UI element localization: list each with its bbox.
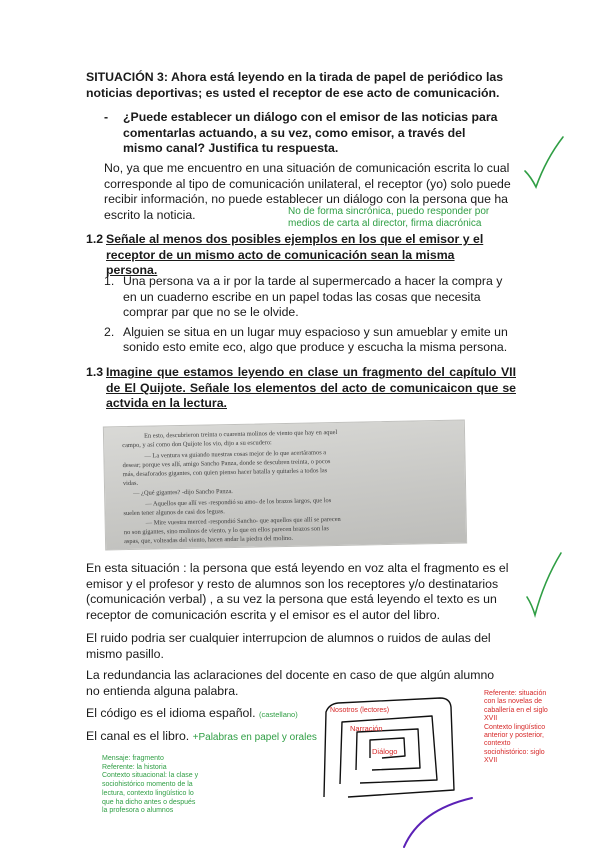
scan-line: más, desaforados gigantes, con quien pienso hacer batalla y quitarles a todos las xyxy=(122,467,328,479)
question-bullet: - xyxy=(104,110,109,124)
section-1-2-number: 1.2 xyxy=(86,232,104,246)
green-checkmark-icon xyxy=(524,549,564,619)
annotation-line: con las novelas de xyxy=(484,698,542,706)
annotation-line: contexto xyxy=(484,740,511,748)
scan-line: En esto, descubrieron treinta o cuarenta molinos de viento que hay en aquel xyxy=(143,428,338,440)
annotation-line: Referente: la historia xyxy=(102,763,167,771)
annotation-line: Referente: situación xyxy=(484,690,547,697)
answer-canal xyxy=(86,729,317,746)
scan-line: — ¿Qué gigantes? -dijo Sancho Panza. xyxy=(133,488,233,497)
teacher-note-sincronica: No de forma sincrónica, puedo responder por medios de carta al director, firma diacrónica xyxy=(288,206,490,229)
answer-para-redundancia: La redundancia las aclaraciones del docente en caso de que algún alumno no entienda alguna palabra. xyxy=(86,668,495,698)
scan-line: — Aquellos que allí ves -respondió su amo- de los brazos largos, que los xyxy=(145,497,332,508)
annotation-line: la profesora o alumnos xyxy=(102,807,174,815)
annotation-line: XVII xyxy=(484,757,498,765)
purple-pen-stroke-icon xyxy=(400,792,480,848)
answer-para-ruido: El ruido podria ser cualquier interrupcion de alumnos o ruidos de aulas del mismo pasillo. xyxy=(86,631,491,661)
section-1-3-heading: Imagine que estamos leyendo en clase un fragmento del capítulo VII de El Quijote. Señale los elementos del acto de comunicaicon que se actvida en la lectura. xyxy=(106,365,516,411)
list-item-number: 2. xyxy=(104,324,115,339)
label-narracion: Narración xyxy=(350,724,383,733)
examples-list xyxy=(104,274,516,356)
green-checkmark-icon xyxy=(522,133,566,193)
scan-line: suelen tener algunos de casi dos leguas. xyxy=(123,508,225,518)
annotation-line: sociohistórico momento de la xyxy=(102,781,193,789)
annotation-line: sociohistórico: siglo xyxy=(484,748,545,756)
label-dialogo: Diálogo xyxy=(372,747,398,756)
scan-line: — Mire vuestra merced -respondió Sancho- que aquellos que allí se parecen xyxy=(145,515,341,527)
scan-line: vidas. xyxy=(122,479,139,488)
situation-3-question: ¿Puede establecer un diálogo con el emisor de las noticias para comentarlas actuando, a su vez, como emisor, a través del mismo canal? Justifica tu respuesta. xyxy=(123,110,498,156)
canal-note: +Palabras en papel y orales xyxy=(192,732,317,743)
annotation-line: que ha dicho antes o después xyxy=(102,798,196,806)
scan-line: aspas, que, volteadas del viento, hacen andar la piedra del molino. xyxy=(123,534,294,546)
annotation-line: XVII xyxy=(484,715,498,723)
answer-para-roles: En esta situación : la persona que está leyendo en voz alta el fragmento es el emisor y el profesor y resto de alumnos son los receptores y/o destinatarios (comunicación verbal) , a su vez la persona que está leyendo el texto es un receptor de comunicación escrita y el emisor es el autor del libro. xyxy=(86,561,509,622)
list-item-text: Alguien se situa en un lugar muy espacioso y sun amueblar y emite un sonido esto emite eco, algo que produce y escucha la misma persona. xyxy=(123,324,508,355)
annotation-line: caballería en el siglo xyxy=(484,706,548,714)
quijote-scanned-excerpt xyxy=(103,420,467,551)
situation-3-title: SITUACIÓN 3: Ahora está leyendo en la tirada de papel de periódico las noticias deportivas; es usted el receptor de ese acto de comunicación. xyxy=(86,70,504,100)
codigo-text: El código es el idioma español. xyxy=(86,706,256,720)
list-item xyxy=(104,325,516,356)
section-1-2-heading: Señale al menos dos posibles ejemplos en los que el emisor y el receptor de un mismo acto de comunicación sean la misma persona. xyxy=(106,232,484,278)
scan-line: campo, y así como don Quijote los vio, dijo a su escudero: xyxy=(122,439,272,450)
answer-codigo xyxy=(86,706,298,723)
canal-text: El canal es el libro. xyxy=(86,729,190,743)
list-item xyxy=(104,274,516,321)
annotation-line: anterior y posterior, xyxy=(484,732,544,740)
label-nosotros: Nosotros (lectores) xyxy=(330,707,390,714)
scan-line: no son gigantes, sino molinos de viento, y lo que en ellos parecen brazos son las xyxy=(123,525,329,537)
section-1-3-number: 1.3 xyxy=(86,365,104,379)
annotation-mensaje xyxy=(102,755,198,816)
codigo-note: (castellano) xyxy=(258,710,298,719)
nested-squares-drawing xyxy=(312,680,487,805)
list-item-text: Una persona va a ir por la tarde al supermercado a hacer la compra y en un cuaderno escribe en un papel todas las cosas que necesita comprar par que no se le olvide. xyxy=(123,274,503,320)
annotation-line: lectura, contexto lingüístico lo xyxy=(102,789,194,797)
situation-3-answer: No, ya que me encuentro en una situación de comunicación escrita lo cual corresponde al tipo de comunicación unilateral, el receptor (yo) solo puede recibir información, no puede establecer un diálogo con la persona que ha escrito la noticia. xyxy=(104,161,511,222)
scan-line: desear; porque ves allí, amigo Sancho Panza, donde se descubren treinta, o pocos xyxy=(122,458,331,470)
scan-line: — La ventura va guiando nuestras cosas mejor de lo que acertáramos a xyxy=(144,449,327,460)
list-item-number: 1. xyxy=(104,274,115,288)
annotation-line: Contexto situacional: la clase y xyxy=(102,772,199,780)
annotation-line: Contexto lingüístico xyxy=(484,723,546,731)
annotation-line: Mensaje: fragmento xyxy=(102,755,164,762)
annotation-referente xyxy=(484,690,548,766)
